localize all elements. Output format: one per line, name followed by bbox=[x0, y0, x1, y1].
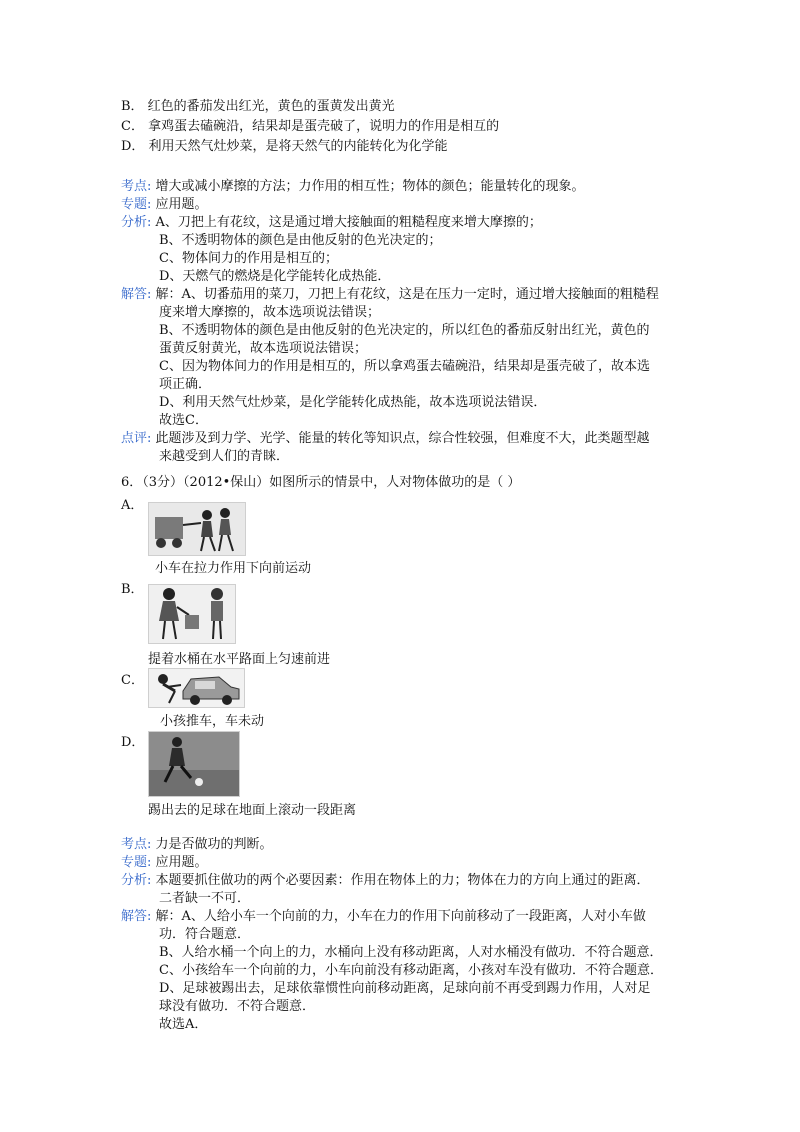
jieda-line: 功．符合题意． bbox=[159, 927, 251, 942]
q6-option-c-caption: 小孩推车，车未动 bbox=[160, 714, 265, 729]
kaodian-text: 增大或减小摩擦的方法；力作用的相互性；物体的颜色；能量转化的现象。 bbox=[155, 179, 585, 194]
zhuanti-label: 专题: bbox=[121, 197, 152, 212]
kaodian-label: 考点: bbox=[121, 837, 152, 852]
q6-option-a-caption: 小车在拉力作用下向前运动 bbox=[155, 561, 312, 576]
q6-zhuanti-row bbox=[121, 854, 208, 872]
jieda-line: C、因为物体间力的作用是相互的，所以拿鸡蛋去磕碗沿，结果却是蛋壳破了，故本选 bbox=[159, 359, 650, 374]
q5-kaodian-row bbox=[121, 178, 585, 196]
q5-option-c: C． 拿鸡蛋去磕碗沿，结果却是蛋壳破了，说明力的作用是相互的 bbox=[121, 119, 500, 134]
jieda-line: 度来增大摩擦的，故本选项说法错误； bbox=[159, 305, 381, 320]
jieda-line: D、利用天然气灶炒菜，是化学能转化成热能，故本选项说法错误． bbox=[159, 395, 547, 410]
jieda-line: C、小孩给车一个向前的力，小车向前没有移动距离，小孩对车没有做功．不符合题意． bbox=[159, 963, 663, 978]
zhuanti-text: 应用题。 bbox=[155, 197, 208, 212]
jieda-line: D、足球被踢出去，足球依靠惯性向前移动距离，足球向前不再受到踢力作用，人对足 bbox=[159, 981, 651, 996]
q5-option-b: B． 红色的番茄发出红光，黄色的蛋黄发出黄光 bbox=[121, 99, 395, 114]
dianping-line: 来越受到人们的青睐． bbox=[159, 449, 290, 464]
q5-option-d: D． 利用天然气灶炒菜，是将天然气的内能转化为化学能 bbox=[121, 139, 448, 154]
q6-fenxi-row bbox=[121, 872, 650, 890]
q6-option-a-letter: A． bbox=[121, 498, 144, 513]
fenxi-line: B、不透明物体的颜色是由他反射的色光决定的； bbox=[159, 233, 442, 248]
jieda-label: 解答: bbox=[121, 287, 152, 302]
jieda-line: 故选A． bbox=[159, 1017, 208, 1032]
q5-dianping-row bbox=[121, 430, 650, 448]
dianping-line: 此题涉及到力学、光学、能量的转化等知识点，综合性较强，但难度不大，此类题型越 bbox=[155, 431, 650, 446]
fenxi-line: 二者缺一不可． bbox=[159, 891, 251, 906]
option-a-image bbox=[148, 502, 246, 556]
q5-fenxi-row bbox=[121, 214, 542, 232]
jieda-line: B、不透明物体的颜色是由他反射的色光决定的，所以红色的番茄反射出红光，黄色的 bbox=[159, 323, 650, 338]
q6-option-c-letter: C． bbox=[121, 673, 144, 688]
fenxi-label: 分析: bbox=[121, 873, 152, 888]
jieda-line: 解：A、人给小车一个向前的力，小车在力的作用下向前移动了一段距离，人对小车做 bbox=[155, 909, 646, 924]
fenxi-label: 分析: bbox=[121, 215, 152, 230]
q6-option-d-caption: 踢出去的足球在地面上滚动一段距离 bbox=[148, 803, 357, 818]
fenxi-line: A、刀把上有花纹，这是通过增大接触面的粗糙程度来增大摩擦的； bbox=[155, 215, 542, 230]
option-c-image bbox=[148, 668, 245, 708]
jieda-line: 蛋黄反射黄光，故本选项说法错误； bbox=[159, 341, 368, 356]
fenxi-line: C、物体间力的作用是相互的； bbox=[159, 251, 338, 266]
zhuanti-text: 应用题。 bbox=[155, 855, 208, 870]
dianping-label: 点评: bbox=[121, 431, 152, 446]
option-b-image bbox=[148, 584, 236, 644]
q5-zhuanti-row bbox=[121, 196, 208, 214]
jieda-line: 球没有做功．不符合题意． bbox=[159, 999, 316, 1014]
jieda-label: 解答: bbox=[121, 909, 152, 924]
zhuanti-label: 专题: bbox=[121, 855, 152, 870]
option-d-image bbox=[148, 731, 240, 797]
fenxi-line: D、天燃气的燃烧是化学能转化成热能． bbox=[159, 269, 391, 284]
q6-jieda-row bbox=[121, 908, 646, 926]
q6-stem: 6．（3分）（2012•保山）如图所示的情景中，人对物体做功的是（ ） bbox=[121, 475, 521, 490]
q6-option-b-letter: B． bbox=[121, 582, 144, 597]
jieda-line: 解：A、切番茄用的菜刀，刀把上有花纹，这是在压力一定时，通过增大接触面的粗糙程 bbox=[155, 287, 659, 302]
jieda-line: 故选C． bbox=[159, 413, 208, 428]
jieda-line: B、人给水桶一个向上的力，水桶向上没有移动距离，人对水桶没有做功．不符合题意． bbox=[159, 945, 663, 960]
q5-jieda-row bbox=[121, 286, 659, 304]
kaodian-text: 力是否做功的判断。 bbox=[155, 837, 273, 852]
kaodian-label: 考点: bbox=[121, 179, 152, 194]
fenxi-line: 本题要抓住做功的两个必要因素：作用在物体上的力；物体在力的方向上通过的距离． bbox=[155, 873, 650, 888]
q6-option-b-caption: 提着水桶在水平路面上匀速前进 bbox=[148, 652, 331, 667]
q6-option-d-letter: D． bbox=[121, 735, 145, 750]
jieda-line: 项正确． bbox=[159, 377, 212, 392]
q6-kaodian-row bbox=[121, 836, 273, 854]
